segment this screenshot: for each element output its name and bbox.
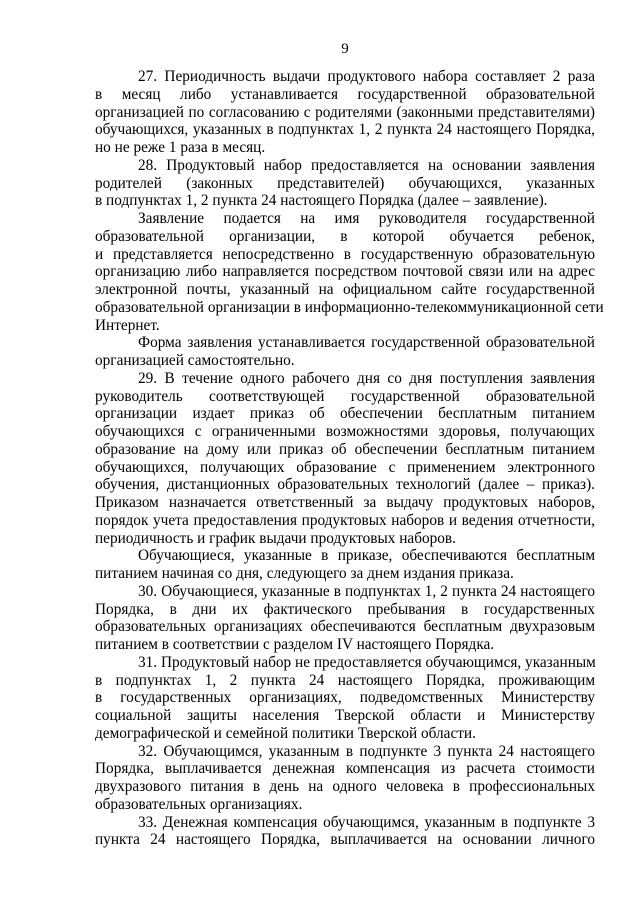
text-line: в подпунктах 1, 2 пункта 24 настоящего Порядка (далее – заявление).	[95, 192, 548, 210]
document-body	[95, 68, 604, 849]
text-line: образовательных организациях.	[95, 795, 303, 813]
text-line: образовательной организации в информационно-телекоммуникационной сети	[95, 298, 604, 316]
paragraph-27	[95, 68, 595, 157]
text-line: организацию либо направляется посредством почтовой связи или на адрес	[95, 263, 595, 281]
text-line: 31. Продуктовый набор не предоставляется обучающимся, указанным	[138, 653, 596, 671]
document-page	[95, 40, 604, 849]
text-line: двухразового питания в день на одного человека в профессиональных	[95, 778, 595, 795]
text-line: Приказом назначается ответственный за выдачу продуктовых наборов,	[95, 494, 595, 511]
paragraph-students-in-order	[95, 547, 595, 583]
text-line: питанием в соответствии с разделом IV настоящего Порядка.	[95, 636, 495, 653]
paragraph-32	[95, 743, 595, 814]
text-line: организацией по согласованию с родителями (законными представителями)	[95, 103, 595, 121]
text-line: 32. Обучающимся, указанным в подпункте 3 пункта 24 настоящего	[138, 742, 595, 760]
paragraph-31	[95, 654, 595, 743]
text-line: в месяц либо устанавливается государственной образовательной	[95, 85, 595, 103]
text-line: образование на дому или приказ об обеспечении бесплатным питанием	[95, 440, 595, 458]
text-line: образовательной организации, в которой обучается ребенок,	[95, 227, 595, 245]
text-line: 28. Продуктовый набор предоставляется на основании заявления	[138, 156, 595, 174]
paragraph-29	[95, 370, 595, 548]
text-line: электронной почты, указанный на официальном сайте государственной	[95, 281, 595, 298]
text-line: 27. Периодичность выдачи продуктового набора составляет 2 раза	[138, 68, 595, 85]
text-line: обучающихся с ограниченными возможностями здоровья, получающих	[95, 423, 595, 440]
paragraph-application	[95, 210, 604, 334]
text-line: организацией самостоятельно.	[95, 352, 295, 369]
text-line: Порядка, в дни их фактического пребывания в государственных	[95, 600, 595, 618]
page-number: 9	[341, 41, 349, 57]
text-line: и представляется непосредственно в государственную образовательную	[95, 245, 595, 263]
text-line: пункта 24 настоящего Порядка, выплачивается на основании личного	[95, 831, 595, 849]
text-line: Обучающиеся, указанные в приказе, обеспечиваются бесплатным	[138, 547, 595, 565]
text-line: Интернет.	[95, 316, 160, 334]
text-line: 29. В течение одного рабочего дня со дня поступления заявления	[138, 369, 595, 387]
text-line: родителей (законных представителей) обучающихся, указанных	[95, 174, 595, 192]
text-line: Форма заявления устанавливается государственной образовательной	[138, 334, 595, 352]
text-line: обучающихся, получающих образование с применением электронного	[95, 458, 595, 476]
text-line: обучения, дистанционных образовательных технологий (далее – приказ).	[95, 476, 595, 494]
text-line: но не реже 1 раза в месяц.	[95, 139, 266, 156]
text-line: в подпунктах 1, 2 пункта 24 настоящего Порядка, проживающим	[95, 671, 595, 689]
paragraph-application-form	[95, 334, 595, 370]
text-line: социальной защиты населения Тверской области и Министерству	[95, 707, 595, 724]
text-line: Заявление подается на имя руководителя государственной	[138, 210, 595, 227]
text-line: 33. Денежная компенсация обучающимся, указанным в подпункте 3	[138, 813, 595, 831]
text-line: демографической и семейной политики Тверской области.	[95, 724, 476, 742]
text-line: образовательных организациях обеспечиваются бесплатным двухразовым	[95, 618, 595, 636]
text-line: организации издает приказ об обеспечении бесплатным питанием	[95, 405, 595, 423]
paragraph-28	[95, 157, 595, 210]
text-line: в государственных организациях, подведомственных Министерству	[95, 689, 595, 707]
text-line: питанием начиная со дня, следующего за днем издания приказа.	[95, 565, 514, 582]
text-line: порядок учета предоставления продуктовых наборов и ведения отчетности,	[95, 511, 595, 529]
text-line: 30. Обучающиеся, указанные в подпунктах 1, 2 пункта 24 настоящего	[138, 582, 595, 600]
paragraph-33	[95, 814, 595, 850]
paragraph-30	[95, 583, 595, 654]
text-line: периодичность и график выдачи продуктовых наборов.	[95, 529, 456, 547]
text-line: руководитель соответствующей государственной образовательной	[95, 387, 595, 405]
text-line: обучающихся, указанных в подпунктах 1, 2 пункта 24 настоящего Порядка,	[95, 121, 595, 139]
text-line: Порядка, выплачивается денежная компенсация из расчета стоимости	[95, 760, 595, 778]
